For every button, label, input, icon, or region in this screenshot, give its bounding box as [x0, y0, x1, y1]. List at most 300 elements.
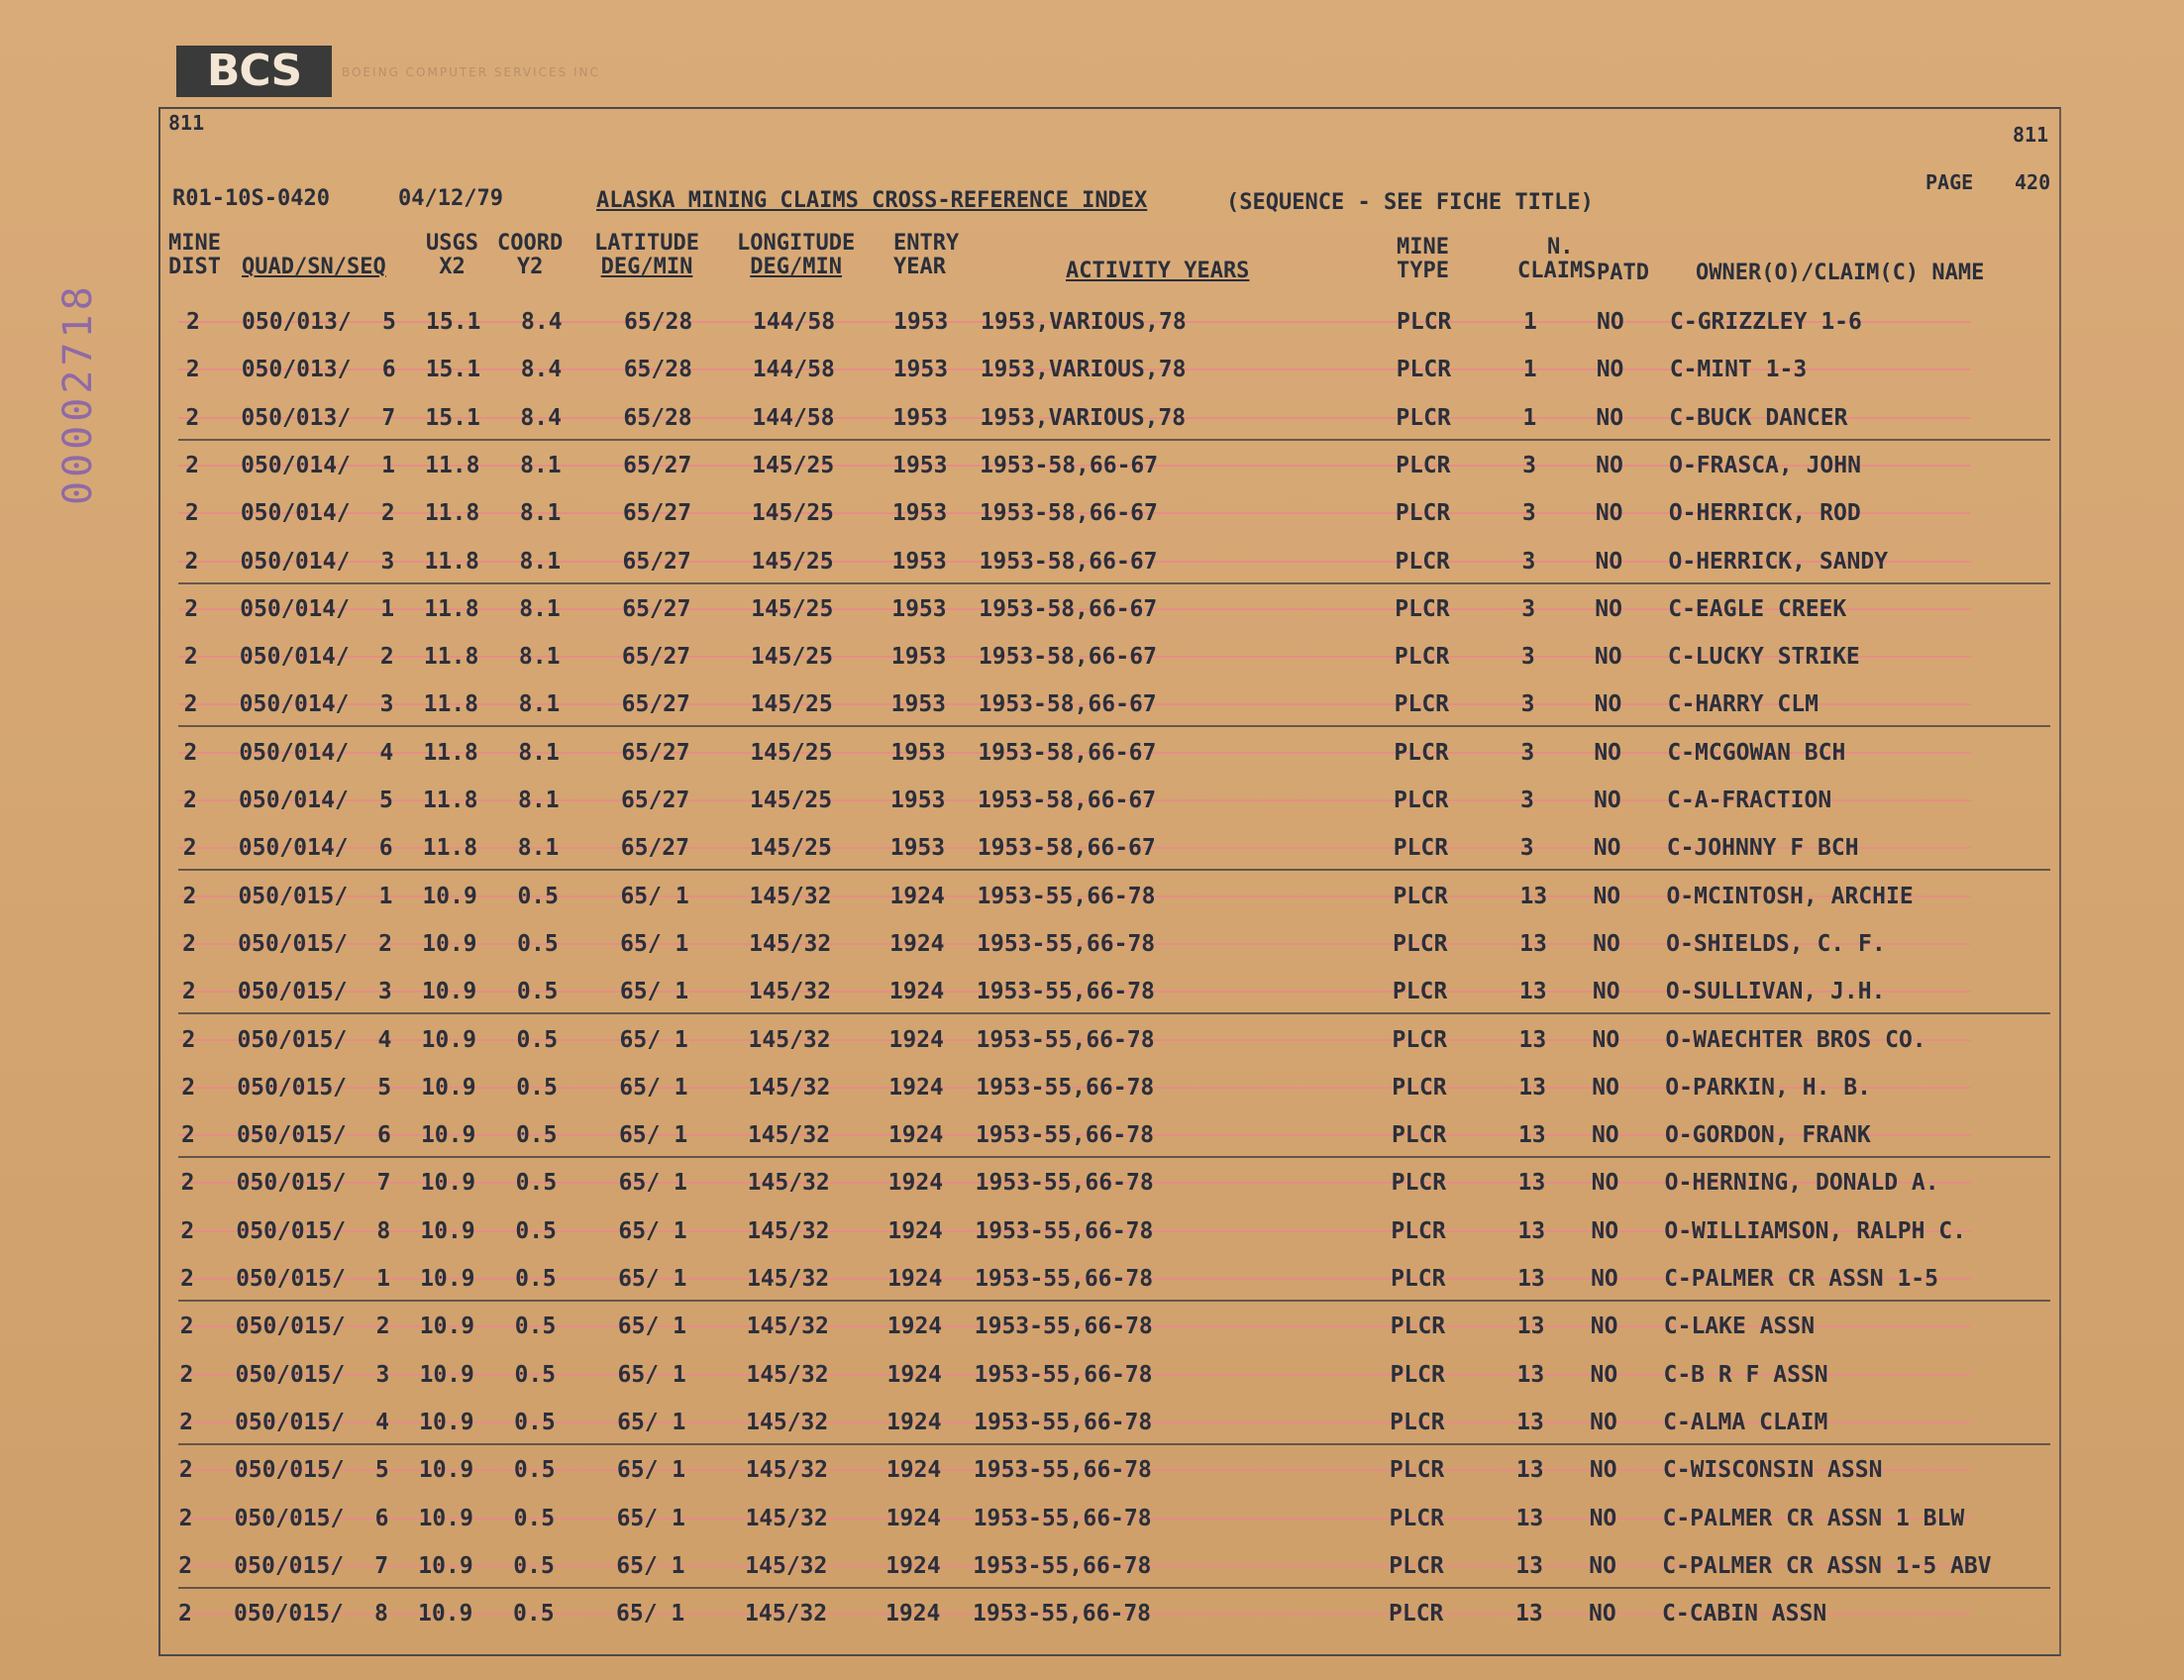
cell-quad: 050/015/ [234, 1601, 344, 1627]
cell-type: PLCR [1392, 979, 1448, 1004]
cell-patd: NO [1594, 740, 1622, 766]
cell-quad: 050/015/ [238, 884, 349, 909]
cell-x2: 15.1 [425, 357, 481, 382]
cell-seq: 7 [381, 405, 396, 431]
cell-dist: 2 [183, 788, 197, 813]
cell-lat: 65/ 1 [619, 1075, 688, 1101]
cell-quad: 050/015/ [235, 1313, 346, 1339]
cell-lon: 145/25 [751, 596, 834, 622]
cell-dist: 2 [179, 1410, 194, 1435]
cell-claims: 13 [1515, 1506, 1544, 1531]
cell-patd: NO [1591, 1266, 1618, 1292]
cell-dist: 2 [181, 1027, 196, 1053]
table-row [0, 1256, 2184, 1304]
cell-y2: 0.5 [513, 1506, 556, 1531]
cell-patd: NO [1589, 1553, 1616, 1579]
cell-seq: 2 [378, 931, 392, 957]
cell-y2: 0.5 [515, 1218, 557, 1244]
cell-claims: 13 [1517, 1170, 1546, 1196]
table-row [0, 586, 2184, 634]
cell-seq: 2 [379, 644, 394, 670]
cell-claims: 3 [1520, 644, 1535, 670]
cell-seq: 6 [374, 1506, 389, 1531]
cell-quad: 050/014/ [238, 835, 349, 861]
cell-x2: 10.9 [422, 884, 477, 909]
cell-x2: 10.9 [421, 1075, 476, 1101]
row-separator [178, 439, 2050, 441]
cell-quad: 050/015/ [236, 1122, 347, 1148]
cell-seq: 8 [376, 1218, 391, 1244]
cell-name: C-JOHNNY F BCH [1666, 835, 1859, 861]
cell-patd: NO [1594, 788, 1621, 813]
cell-seq: 6 [381, 357, 396, 382]
cell-y2: 0.5 [514, 1362, 557, 1388]
cell-seq: 5 [382, 309, 396, 335]
cell-dist: 2 [178, 1506, 193, 1531]
cell-type: PLCR [1397, 309, 1452, 335]
cell-type: PLCR [1391, 1218, 1446, 1244]
cell-name: O-HERNING, DONALD A. [1664, 1170, 1939, 1196]
header-longitude: LONGITUDE DEG/MIN [737, 231, 856, 279]
cell-entry: 1924 [886, 1313, 943, 1339]
cell-activity: 1953,VARIOUS,78 [980, 405, 1187, 431]
bcs-logo: BCS [176, 46, 332, 97]
cell-type: PLCR [1394, 644, 1450, 670]
row-separator [178, 1300, 2050, 1302]
table-row [0, 1208, 2184, 1256]
cell-patd: NO [1596, 453, 1623, 478]
row-separator [178, 869, 2050, 871]
cell-claims: 3 [1521, 549, 1536, 575]
cell-dist: 2 [179, 1362, 194, 1388]
cell-lon: 145/32 [747, 1266, 830, 1292]
cell-patd: NO [1591, 1170, 1619, 1196]
cell-x2: 10.9 [420, 1266, 475, 1292]
cell-dist: 2 [182, 931, 196, 957]
cell-type: PLCR [1393, 931, 1448, 957]
row-separator [178, 1012, 2050, 1014]
cell-x2: 11.8 [425, 453, 480, 478]
cell-name: C-HARRY CLM [1667, 691, 1819, 717]
cell-quad: 050/015/ [234, 1553, 345, 1579]
cell-lon: 145/25 [749, 835, 832, 861]
cell-lat: 65/ 1 [616, 1601, 685, 1627]
cell-activity: 1953-55,66-78 [975, 1266, 1154, 1292]
table-row [0, 1160, 2184, 1208]
cell-patd: NO [1590, 1313, 1618, 1339]
cell-activity: 1953-55,66-78 [975, 1218, 1154, 1244]
cell-name: C-MINT 1-3 [1669, 357, 1808, 382]
cell-quad: 050/015/ [236, 1170, 347, 1196]
cell-quad: 050/014/ [240, 500, 351, 526]
cell-y2: 8.1 [518, 740, 560, 766]
cell-lat: 65/28 [623, 405, 692, 431]
row-separator [178, 1156, 2050, 1158]
cell-activity: 1953-55,66-78 [973, 1506, 1152, 1531]
cell-activity: 1953-58,66-67 [978, 740, 1157, 766]
cell-claims: 3 [1521, 500, 1536, 526]
table-row [0, 778, 2184, 825]
cell-quad: 050/015/ [237, 1075, 348, 1101]
cell-name: C-GRIZZLEY 1-6 [1670, 309, 1862, 335]
table-row [0, 1065, 2184, 1112]
table-row [0, 1591, 2184, 1638]
cell-seq: 7 [374, 1553, 389, 1579]
report-id: R01-10S-0420 [172, 186, 330, 211]
form-code-right: 811 [2013, 123, 2049, 147]
cell-quad: 050/015/ [234, 1457, 345, 1483]
header-activity-years: ACTIVITY YEARS [1066, 259, 1250, 283]
table-row [0, 347, 2184, 394]
cell-patd: NO [1591, 1218, 1619, 1244]
cell-dist: 2 [179, 1313, 194, 1339]
cell-activity: 1953-55,66-78 [973, 1553, 1152, 1579]
cell-entry: 1953 [890, 788, 946, 813]
cell-x2: 10.9 [420, 1122, 476, 1148]
cell-lat: 65/ 1 [616, 1506, 685, 1531]
cell-lat: 65/ 1 [619, 1027, 688, 1053]
cell-patd: NO [1591, 1122, 1619, 1148]
cell-x2: 11.8 [424, 596, 479, 622]
cell-y2: 8.1 [518, 644, 561, 670]
cell-activity: 1953-55,66-78 [974, 1313, 1153, 1339]
cell-patd: NO [1590, 1362, 1618, 1388]
cell-seq: 3 [375, 1362, 390, 1388]
cell-x2: 10.9 [419, 1313, 475, 1339]
cell-dist: 2 [185, 357, 200, 382]
cell-patd: NO [1595, 500, 1623, 526]
cell-name: C-LUCKY STRIKE [1667, 644, 1860, 670]
cell-entry: 1953 [891, 596, 947, 622]
cell-claims: 3 [1520, 788, 1534, 813]
table-row [0, 730, 2184, 778]
cell-lat: 65/ 1 [620, 931, 689, 957]
cell-entry: 1953 [892, 405, 948, 431]
cell-type: PLCR [1391, 1122, 1447, 1148]
cell-entry: 1924 [888, 1027, 944, 1053]
cell-activity: 1953-58,66-67 [979, 549, 1158, 575]
cell-x2: 11.8 [424, 549, 479, 575]
cell-entry: 1924 [885, 1601, 941, 1627]
cell-entry: 1953 [890, 644, 947, 670]
cell-y2: 8.1 [517, 835, 560, 861]
cell-y2: 8.1 [520, 453, 562, 478]
cell-dist: 2 [186, 309, 200, 335]
cell-x2: 11.8 [423, 691, 479, 717]
cell-x2: 15.1 [425, 405, 480, 431]
cell-y2: 0.5 [513, 1457, 556, 1483]
cell-claims: 13 [1515, 1457, 1544, 1483]
cell-x2: 10.9 [421, 979, 477, 1004]
cell-claims: 1 [1522, 357, 1537, 382]
cell-type: PLCR [1395, 500, 1451, 526]
header-quad: QUAD/SN/SEQ [242, 255, 386, 279]
cell-patd: NO [1595, 549, 1623, 575]
table-row [0, 1543, 2184, 1591]
cell-entry: 1953 [890, 740, 946, 766]
cell-claims: 13 [1518, 979, 1547, 1004]
cell-lat: 65/ 1 [618, 1122, 688, 1148]
cell-activity: 1953-55,66-78 [976, 979, 1155, 1004]
cell-name: C-CABIN ASSN [1662, 1601, 1827, 1627]
cell-seq: 1 [376, 1266, 390, 1292]
cell-patd: NO [1596, 357, 1624, 382]
cell-type: PLCR [1390, 1410, 1445, 1435]
cell-x2: 11.8 [423, 644, 479, 670]
table-row [0, 1400, 2184, 1447]
report-sequence: (SEQUENCE - SEE FICHE TITLE) [1226, 190, 1594, 215]
cell-lon: 144/58 [752, 405, 835, 431]
cell-x2: 10.9 [418, 1506, 473, 1531]
cell-name: C-A-FRACTION [1667, 788, 1832, 813]
cell-lat: 65/27 [621, 788, 690, 813]
cell-entry: 1924 [888, 979, 945, 1004]
cell-lon: 145/32 [746, 1313, 829, 1339]
cell-patd: NO [1590, 1410, 1617, 1435]
cell-y2: 8.4 [520, 357, 563, 382]
cell-y2: 8.1 [519, 549, 562, 575]
cell-activity: 1953-55,66-78 [975, 1170, 1154, 1196]
cell-patd: NO [1592, 979, 1620, 1004]
cell-y2: 8.1 [518, 788, 560, 813]
cell-patd: NO [1589, 1601, 1616, 1627]
cell-seq: 5 [379, 788, 393, 813]
cell-y2: 0.5 [513, 1601, 555, 1627]
cell-activity: 1953,VARIOUS,78 [980, 357, 1187, 382]
cell-y2: 8.4 [521, 309, 563, 335]
cell-activity: 1953-55,66-78 [977, 884, 1156, 909]
cell-patd: NO [1593, 835, 1621, 861]
cell-y2: 0.5 [515, 1266, 557, 1292]
cell-dist: 2 [183, 740, 198, 766]
cell-name: O-WILLIAMSON, RALPH C. [1664, 1218, 1966, 1244]
cell-dist: 2 [180, 1266, 194, 1292]
cell-entry: 1924 [887, 1170, 944, 1196]
cell-type: PLCR [1389, 1506, 1444, 1531]
cell-name: C-B R F ASSN [1663, 1362, 1828, 1388]
cell-quad: 050/014/ [241, 453, 351, 478]
cell-claims: 13 [1519, 884, 1548, 909]
cell-seq: 3 [380, 549, 395, 575]
cell-patd: NO [1593, 931, 1620, 957]
table-row [0, 1017, 2184, 1065]
row-separator [178, 1587, 2050, 1589]
cell-x2: 10.9 [419, 1362, 474, 1388]
table-row [0, 299, 2184, 347]
cell-claims: 3 [1522, 453, 1536, 478]
cell-dist: 2 [185, 453, 199, 478]
header-owner-claim-name: OWNER(O)/CLAIM(C) NAME [1696, 261, 1985, 285]
cell-type: PLCR [1393, 835, 1449, 861]
cell-dist: 2 [182, 884, 197, 909]
header-coord: COORD Y2 [497, 231, 564, 279]
logo-subtitle: BOEING COMPUTER SERVICES INC [342, 65, 600, 79]
cell-entry: 1924 [885, 1457, 942, 1483]
cell-name: O-SHIELDS, C. F. [1666, 931, 1886, 957]
cell-claims: 13 [1517, 1266, 1545, 1292]
cell-type: PLCR [1396, 453, 1451, 478]
cell-claims: 3 [1520, 691, 1535, 717]
cell-lon: 145/32 [748, 979, 831, 1004]
table-row [0, 921, 2184, 969]
cell-quad: 050/015/ [236, 1266, 346, 1292]
cell-name: O-WAECHTER BROS CO. [1665, 1027, 1926, 1053]
cell-y2: 0.5 [513, 1553, 555, 1579]
cell-seq: 3 [377, 979, 392, 1004]
cell-quad: 050/013/ [241, 405, 352, 431]
cell-lon: 145/32 [748, 1027, 831, 1053]
cell-entry: 1924 [885, 1553, 941, 1579]
cell-patd: NO [1597, 309, 1624, 335]
cell-entry: 1953 [889, 835, 946, 861]
cell-entry: 1953 [892, 357, 949, 382]
cell-entry: 1953 [893, 309, 949, 335]
cell-type: PLCR [1394, 691, 1450, 717]
form-code-left: 811 [168, 111, 205, 135]
cell-entry: 1924 [885, 1506, 941, 1531]
cell-x2: 10.9 [419, 1410, 474, 1435]
cell-lon: 145/25 [750, 740, 833, 766]
cell-name: O-HERRICK, SANDY [1668, 549, 1889, 575]
cell-activity: 1953-58,66-67 [978, 691, 1157, 717]
cell-dist: 2 [185, 405, 200, 431]
table-row [0, 539, 2184, 586]
cell-name: C-PALMER CR ASSN 1-5 [1664, 1266, 1939, 1292]
cell-lon: 145/32 [745, 1601, 828, 1627]
cell-lon: 144/58 [753, 309, 836, 335]
cell-y2: 8.4 [520, 405, 562, 431]
cell-activity: 1953-58,66-67 [978, 644, 1157, 670]
cell-lon: 145/32 [747, 1122, 831, 1148]
cell-type: PLCR [1393, 884, 1448, 909]
cell-dist: 2 [178, 1601, 192, 1627]
cell-entry: 1924 [889, 884, 945, 909]
cell-x2: 15.1 [426, 309, 481, 335]
header-patd: PATD [1597, 261, 1649, 285]
cell-lat: 65/27 [622, 549, 691, 575]
cell-patd: NO [1593, 884, 1621, 909]
cell-x2: 10.9 [418, 1601, 473, 1627]
cell-type: PLCR [1392, 1075, 1447, 1101]
cell-type: PLCR [1392, 1027, 1447, 1053]
cell-y2: 8.1 [519, 596, 561, 622]
cell-claims: 13 [1517, 1218, 1546, 1244]
cell-type: PLCR [1389, 1601, 1444, 1627]
cell-claims: 13 [1518, 1027, 1547, 1053]
table-row [0, 682, 2184, 729]
cell-entry: 1953 [890, 691, 947, 717]
table-row [0, 443, 2184, 490]
cell-x2: 10.9 [421, 1027, 476, 1053]
cell-type: PLCR [1396, 357, 1452, 382]
cell-type: PLCR [1396, 405, 1451, 431]
cell-entry: 1924 [887, 1266, 943, 1292]
cell-entry: 1953 [891, 549, 947, 575]
cell-dist: 2 [184, 500, 199, 526]
cell-y2: 0.5 [515, 1170, 558, 1196]
cell-seq: 4 [377, 1027, 392, 1053]
cell-lon: 145/32 [746, 1362, 829, 1388]
cell-lat: 65/ 1 [618, 1218, 687, 1244]
cell-lat: 65/ 1 [618, 1170, 687, 1196]
cell-lat: 65/27 [622, 500, 692, 526]
cell-lon: 145/25 [750, 644, 834, 670]
cell-dist: 2 [181, 1075, 196, 1101]
cell-lat: 65/28 [623, 357, 692, 382]
cell-lon: 145/32 [745, 1506, 828, 1531]
cell-activity: 1953-58,66-67 [978, 788, 1157, 813]
cell-activity: 1953-55,66-78 [975, 1122, 1154, 1148]
cell-type: PLCR [1390, 1362, 1445, 1388]
cell-activity: 1953-55,66-78 [973, 1457, 1152, 1483]
cell-seq: 2 [375, 1313, 390, 1339]
cell-lon: 145/25 [751, 549, 834, 575]
table-row [0, 1304, 2184, 1351]
cell-lat: 65/ 1 [620, 884, 689, 909]
cell-x2: 11.8 [424, 500, 480, 526]
cell-claims: 13 [1516, 1313, 1545, 1339]
cell-lon: 145/32 [745, 1553, 828, 1579]
cell-claims: 13 [1516, 1410, 1544, 1435]
cell-x2: 10.9 [418, 1553, 473, 1579]
cell-seq: 4 [379, 740, 394, 766]
cell-type: PLCR [1395, 549, 1450, 575]
cell-dist: 2 [178, 1457, 193, 1483]
cell-seq: 2 [380, 500, 395, 526]
cell-seq: 6 [378, 835, 393, 861]
cell-dist: 2 [184, 549, 199, 575]
row-separator [178, 725, 2050, 727]
table-row [0, 1112, 2184, 1160]
cell-claims: 13 [1515, 1601, 1543, 1627]
cell-claims: 1 [1523, 309, 1537, 335]
cell-activity: 1953-55,66-78 [973, 1601, 1152, 1627]
table-row [0, 1352, 2184, 1400]
cell-name: C-WISCONSIN ASSN [1662, 1457, 1883, 1483]
cell-activity: 1953-58,66-67 [980, 453, 1159, 478]
cell-quad: 050/015/ [238, 931, 348, 957]
cell-name: C-PALMER CR ASSN 1 BLW [1662, 1506, 1965, 1531]
cell-type: PLCR [1394, 740, 1449, 766]
cell-x2: 10.9 [420, 1218, 475, 1244]
cell-entry: 1953 [892, 453, 948, 478]
cell-y2: 0.5 [517, 931, 559, 957]
cell-activity: 1953-58,66-67 [979, 500, 1158, 526]
cell-claims: 13 [1515, 1553, 1543, 1579]
cell-seq: 8 [374, 1601, 388, 1627]
cell-lat: 65/28 [624, 309, 693, 335]
cell-patd: NO [1595, 596, 1622, 622]
cell-lat: 65/27 [622, 596, 691, 622]
cell-entry: 1924 [886, 1362, 942, 1388]
cell-dist: 2 [180, 1170, 195, 1196]
table-row [0, 1447, 2184, 1495]
cell-y2: 8.1 [518, 691, 561, 717]
cell-lon: 145/32 [746, 1410, 829, 1435]
cell-name: C-MCGOWAN BCH [1667, 740, 1846, 766]
cell-patd: NO [1596, 405, 1624, 431]
cell-x2: 11.8 [423, 740, 478, 766]
table-row [0, 395, 2184, 443]
cell-dist: 2 [184, 596, 199, 622]
cell-y2: 0.5 [514, 1313, 557, 1339]
cell-quad: 050/015/ [237, 979, 348, 1004]
cell-x2: 11.8 [423, 788, 478, 813]
cell-y2: 0.5 [514, 1410, 556, 1435]
header-mine-type: MINE TYPE [1397, 235, 1449, 283]
cell-entry: 1924 [888, 1075, 944, 1101]
cell-quad: 050/015/ [235, 1362, 346, 1388]
